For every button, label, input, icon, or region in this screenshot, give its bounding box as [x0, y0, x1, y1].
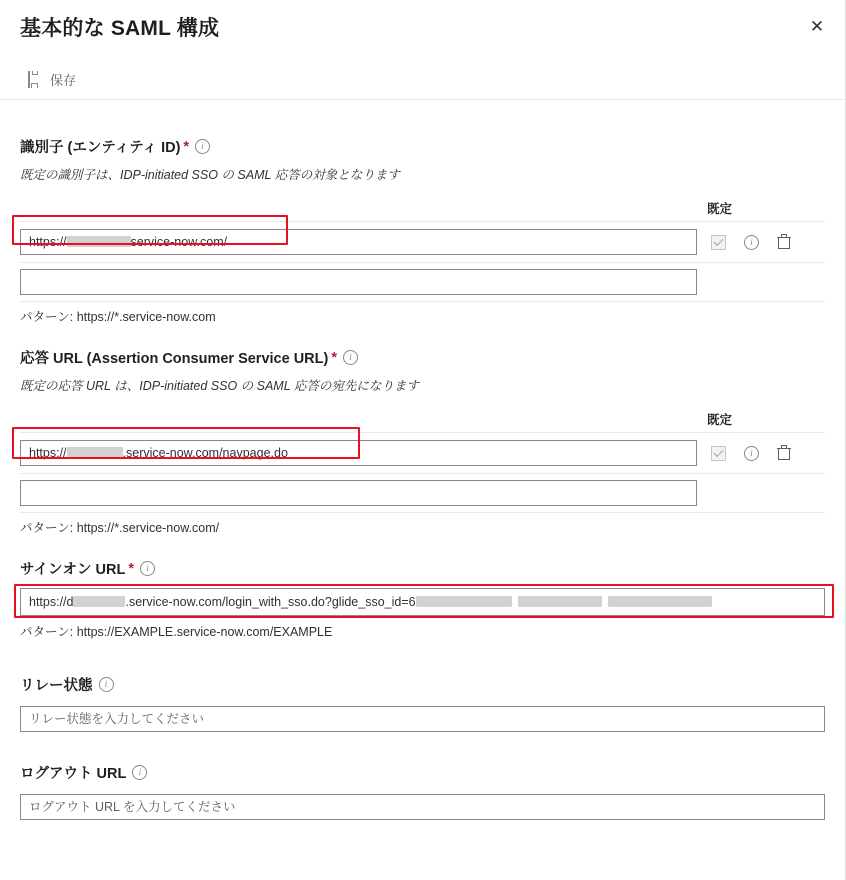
- identifier-pattern: パターン: https://*.service-now.com: [20, 310, 216, 324]
- reply-url-value-wrap: [20, 440, 707, 466]
- logout-url-label-text: ログアウト URL: [20, 766, 127, 782]
- reply-url-list-header: [20, 406, 825, 433]
- identifier-label: [20, 136, 825, 157]
- signon-url-label: [20, 558, 825, 579]
- table-row: [20, 433, 825, 474]
- redacted-block: [608, 596, 712, 607]
- panel-body: [0, 100, 845, 820]
- info-icon[interactable]: i: [140, 561, 155, 576]
- panel-header: [0, 0, 845, 60]
- delete-icon[interactable]: [777, 235, 791, 250]
- reply-url-new-input[interactable]: [20, 480, 697, 506]
- info-icon[interactable]: i: [744, 235, 759, 250]
- save-button-label: 保存: [50, 73, 77, 88]
- logout-url-input[interactable]: [20, 794, 825, 820]
- delete-icon[interactable]: [777, 446, 791, 461]
- reply-url-value-prefix: https://: [29, 446, 67, 460]
- signon-url-pattern: パターン: https://EXAMPLE.service-now.com/EXAMPLE: [20, 625, 333, 639]
- close-icon[interactable]: ✕: [801, 10, 833, 42]
- info-icon[interactable]: i: [744, 446, 759, 461]
- identifier-input[interactable]: [20, 229, 697, 255]
- relay-state-input[interactable]: [20, 706, 825, 732]
- identifier-value-prefix: https://: [29, 235, 67, 249]
- identifier-description: 既定の識別子は、IDP-initiated SSO の SAML 応答の対象となります: [20, 168, 400, 182]
- reply-url-default-column-header: 既定: [707, 413, 733, 427]
- identifier-required-mark: *: [183, 138, 190, 155]
- save-button[interactable]: [20, 65, 84, 95]
- reply-url-required-mark: *: [331, 349, 337, 366]
- signon-url-required-mark: *: [128, 560, 134, 577]
- redacted-block: [73, 596, 125, 607]
- default-checkbox[interactable]: [711, 446, 726, 461]
- signon-url-label-text: サインオン URL: [20, 562, 126, 578]
- reply-url-value-suffix: .service-now.com/navpage.do: [122, 446, 288, 460]
- command-bar: [0, 60, 845, 100]
- relay-state-label-text: リレー状態: [20, 678, 93, 694]
- signon-url-value-prefix: https://d: [29, 595, 74, 609]
- reply-url-row-actions: [707, 446, 825, 461]
- redacted-block: [518, 596, 602, 607]
- reply-url-pattern: パターン: https://*.service-now.com/: [20, 521, 220, 535]
- signon-url-input[interactable]: [20, 588, 825, 616]
- info-icon[interactable]: i: [343, 350, 358, 365]
- identifier-new-input[interactable]: [20, 269, 697, 295]
- identifier-add-row: [20, 263, 825, 302]
- redacted-block: [67, 236, 131, 247]
- save-icon: [28, 72, 43, 87]
- info-icon[interactable]: i: [195, 139, 210, 154]
- identifier-default-column-header: 既定: [707, 202, 733, 216]
- reply-url-label-text: 応答 URL (Assertion Consumer Service URL): [20, 351, 329, 367]
- default-checkbox[interactable]: [711, 235, 726, 250]
- page-title: 基本的な SAML 構成: [20, 17, 220, 40]
- info-icon[interactable]: i: [132, 765, 147, 780]
- signon-url-value-mid: .service-now.com/login_with_sso.do?glide_sso_id=6: [125, 595, 416, 609]
- info-icon[interactable]: i: [99, 677, 114, 692]
- identifier-list-header: [20, 195, 825, 222]
- identifier-label-text: 識別子 (エンティティ ID): [20, 140, 181, 156]
- redacted-block: [416, 596, 512, 607]
- identifier-value-wrap: [20, 229, 707, 255]
- table-row: [20, 222, 825, 263]
- logout-url-label: [20, 762, 825, 783]
- reply-url-label: [20, 347, 825, 368]
- identifier-row-actions: [707, 235, 825, 250]
- identifier-value-suffix: service-now.com/: [130, 235, 228, 249]
- redacted-block: [67, 447, 123, 458]
- reply-url-description: 既定の応答 URL は、IDP-initiated SSO の SAML 応答の宛先になります: [20, 379, 419, 393]
- reply-url-add-row: [20, 474, 825, 513]
- reply-url-input[interactable]: [20, 440, 697, 466]
- relay-state-label: [20, 674, 825, 695]
